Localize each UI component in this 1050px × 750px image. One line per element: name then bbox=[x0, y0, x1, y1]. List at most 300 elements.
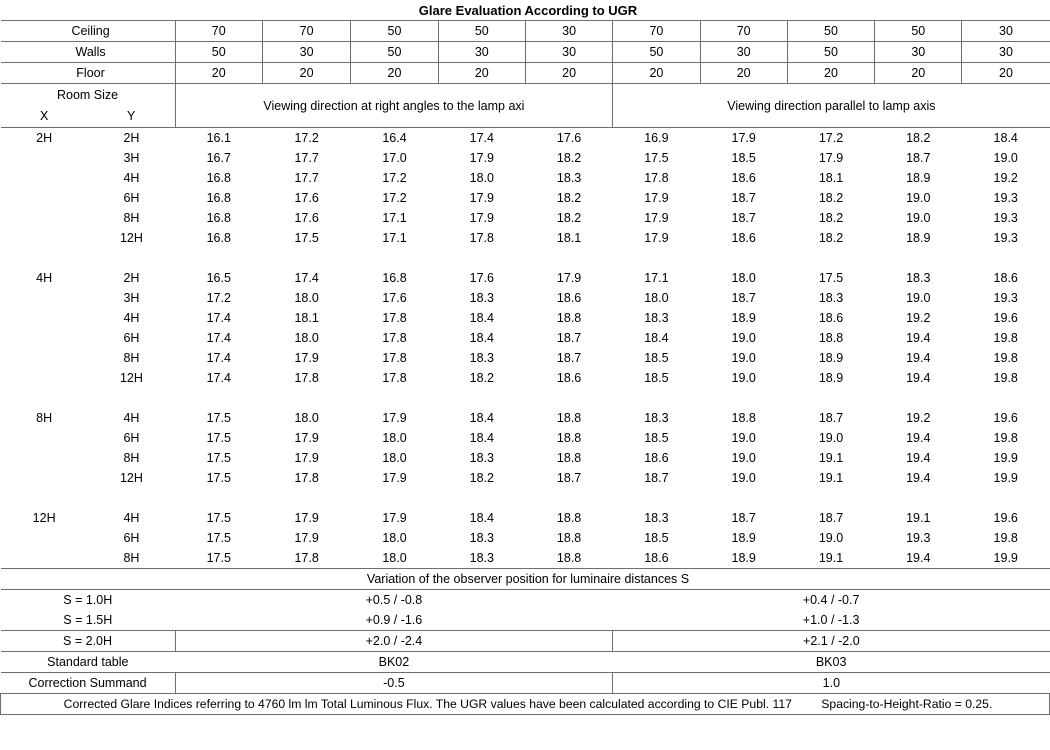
spacer-cell bbox=[787, 248, 874, 268]
spacer-cell bbox=[613, 248, 700, 268]
spacer-cell bbox=[438, 488, 525, 508]
cell: 16.8 bbox=[206, 231, 231, 245]
spacer-cell bbox=[1, 228, 88, 248]
variation-label: S = 1.5H bbox=[63, 613, 113, 627]
cell: 19.2 bbox=[906, 311, 931, 325]
standard-table-parallel: BK03 bbox=[815, 655, 847, 669]
cell: 17.9 bbox=[556, 271, 582, 285]
cell: 17.1 bbox=[644, 271, 669, 285]
group-x-label: 8H bbox=[36, 411, 53, 425]
cell: 19.8 bbox=[993, 371, 1018, 385]
cell: 18.2 bbox=[556, 151, 582, 165]
cell: 18.0 bbox=[294, 411, 319, 425]
cell: 18.8 bbox=[556, 411, 582, 425]
cell: 18.2 bbox=[906, 131, 931, 145]
ceiling-v2: 70 bbox=[262, 21, 350, 42]
cell: 18.9 bbox=[731, 311, 756, 325]
cell: 17.5 bbox=[206, 411, 231, 425]
cell: 18.9 bbox=[906, 231, 931, 245]
cell: 18.8 bbox=[556, 311, 582, 325]
group-x-label: 2H bbox=[36, 131, 53, 145]
spacer-cell bbox=[262, 488, 350, 508]
cell: 17.8 bbox=[382, 371, 407, 385]
cell: 17.2 bbox=[206, 291, 231, 305]
cell: 18.9 bbox=[818, 351, 844, 365]
cell: 17.9 bbox=[382, 511, 407, 525]
spacer-cell bbox=[1, 528, 88, 548]
data-row bbox=[1, 188, 1050, 208]
cell: 17.8 bbox=[294, 471, 319, 485]
group-x-label: 4H bbox=[36, 271, 53, 285]
cell: 18.7 bbox=[731, 211, 756, 225]
cell: 18.2 bbox=[818, 211, 844, 225]
spacer-cell bbox=[1, 148, 88, 168]
cell: 18.3 bbox=[469, 351, 494, 365]
cell: 18.9 bbox=[906, 171, 931, 185]
spacer-cell bbox=[438, 248, 525, 268]
cell: 18.5 bbox=[644, 431, 669, 445]
cell: 18.0 bbox=[382, 551, 407, 565]
cell: 18.8 bbox=[556, 551, 582, 565]
cell: 17.9 bbox=[294, 351, 319, 365]
cell: 18.4 bbox=[469, 431, 494, 445]
data-row bbox=[1, 528, 1050, 548]
cell: 17.2 bbox=[382, 191, 407, 205]
floor-v8: 20 bbox=[787, 63, 874, 84]
spacer-cell bbox=[88, 248, 175, 268]
cell: 17.4 bbox=[206, 331, 231, 345]
cell: 18.0 bbox=[644, 291, 669, 305]
cell: 19.0 bbox=[818, 531, 844, 545]
row-y-label: 2H bbox=[123, 131, 140, 145]
cell: 19.8 bbox=[993, 531, 1018, 545]
cell: 17.5 bbox=[206, 471, 231, 485]
row-y-label: 8H bbox=[123, 351, 140, 365]
cell: 18.0 bbox=[294, 331, 319, 345]
standard-table-row bbox=[1, 652, 1050, 673]
variation-perpendicular: +2.0 / -2.4 bbox=[175, 631, 613, 652]
ceiling-v8: 50 bbox=[787, 21, 874, 42]
room-size-y-label: Y bbox=[88, 106, 175, 128]
spacer-cell bbox=[262, 248, 350, 268]
spacer-cell bbox=[1, 208, 88, 228]
cell: 18.9 bbox=[731, 551, 756, 565]
group-spacer bbox=[1, 248, 1050, 268]
variation-title-row bbox=[1, 569, 1050, 590]
page-title: Glare Evaluation According to UGR bbox=[1, 0, 1050, 21]
cell: 18.3 bbox=[556, 171, 582, 185]
cell: 19.6 bbox=[993, 311, 1018, 325]
floor-v10: 20 bbox=[962, 63, 1050, 84]
cell: 19.2 bbox=[906, 411, 931, 425]
row-y-label: 4H bbox=[123, 171, 140, 185]
standard-table-label: Standard table bbox=[47, 655, 129, 669]
data-row bbox=[1, 308, 1050, 328]
cell: 18.7 bbox=[731, 291, 756, 305]
data-row bbox=[1, 328, 1050, 348]
cell: 19.0 bbox=[731, 471, 756, 485]
data-row bbox=[1, 288, 1050, 308]
cell: 17.8 bbox=[644, 171, 669, 185]
variation-row bbox=[1, 590, 1050, 611]
correction-summand-label: Correction Summand bbox=[1, 673, 176, 694]
cell: 19.0 bbox=[993, 151, 1018, 165]
cell: 17.1 bbox=[382, 231, 407, 245]
footnote-text bbox=[1, 694, 1050, 715]
ceiling-v4: 50 bbox=[438, 21, 525, 42]
ceiling-v5: 30 bbox=[525, 21, 612, 42]
spacer-cell bbox=[88, 388, 175, 408]
cell: 17.2 bbox=[294, 131, 319, 145]
cell: 17.9 bbox=[731, 131, 756, 145]
cell: 19.1 bbox=[906, 511, 931, 525]
cell: 19.8 bbox=[993, 431, 1018, 445]
cell: 17.9 bbox=[644, 211, 669, 225]
cell: 19.3 bbox=[993, 231, 1018, 245]
cell: 17.6 bbox=[469, 271, 494, 285]
spacer-cell bbox=[262, 388, 350, 408]
cell: 19.4 bbox=[906, 471, 931, 485]
cell: 18.3 bbox=[469, 551, 494, 565]
cell: 18.3 bbox=[469, 451, 494, 465]
cell: 19.6 bbox=[993, 411, 1018, 425]
cell: 18.7 bbox=[731, 191, 756, 205]
cell: 18.7 bbox=[556, 351, 582, 365]
cell: 18.6 bbox=[731, 231, 756, 245]
cell: 18.2 bbox=[818, 231, 844, 245]
variation-parallel: +2.1 / -2.0 bbox=[613, 631, 1050, 652]
spacer-cell bbox=[875, 388, 962, 408]
row-y-label: 8H bbox=[123, 551, 140, 565]
spacer-cell bbox=[175, 388, 262, 408]
cell: 18.8 bbox=[731, 411, 756, 425]
cell: 17.5 bbox=[206, 431, 231, 445]
cell: 18.8 bbox=[556, 431, 582, 445]
cell: 19.8 bbox=[993, 351, 1018, 365]
cell: 18.6 bbox=[556, 371, 582, 385]
spacer-cell bbox=[787, 488, 874, 508]
cell: 18.9 bbox=[818, 371, 844, 385]
row-y-label: 6H bbox=[123, 331, 140, 345]
data-row bbox=[1, 128, 1050, 149]
cell: 18.4 bbox=[469, 411, 494, 425]
correction-summand-perpendicular: -0.5 bbox=[175, 673, 613, 694]
row-y-label: 12H bbox=[119, 371, 143, 385]
group-x-label: 12H bbox=[32, 511, 56, 525]
floor-v9: 20 bbox=[875, 63, 962, 84]
cell: 17.2 bbox=[818, 131, 844, 145]
spacer-cell bbox=[1, 288, 88, 308]
cell: 17.8 bbox=[382, 311, 407, 325]
cell: 17.5 bbox=[644, 151, 669, 165]
cell: 18.6 bbox=[731, 171, 756, 185]
cell: 18.6 bbox=[644, 551, 669, 565]
cell: 17.4 bbox=[206, 351, 231, 365]
spacer-cell bbox=[351, 248, 438, 268]
cell: 17.6 bbox=[556, 131, 582, 145]
cell: 19.9 bbox=[993, 471, 1018, 485]
spacer-cell bbox=[700, 248, 787, 268]
variation-perpendicular: +0.5 / -0.8 bbox=[365, 593, 423, 607]
cell: 18.8 bbox=[556, 531, 582, 545]
spacer-cell bbox=[525, 248, 612, 268]
cell: 19.3 bbox=[993, 291, 1018, 305]
cell: 17.7 bbox=[294, 171, 319, 185]
cell: 18.3 bbox=[469, 291, 494, 305]
cell: 19.4 bbox=[906, 351, 931, 365]
cell: 19.4 bbox=[906, 331, 931, 345]
spacer-cell bbox=[525, 388, 612, 408]
cell: 17.4 bbox=[206, 371, 231, 385]
cell: 19.0 bbox=[906, 291, 931, 305]
group-spacer bbox=[1, 488, 1050, 508]
row-y-label: 3H bbox=[123, 151, 140, 165]
spacer-cell bbox=[1, 428, 88, 448]
data-row bbox=[1, 428, 1050, 448]
walls-v9: 30 bbox=[875, 42, 962, 63]
data-row bbox=[1, 548, 1050, 569]
cell: 18.4 bbox=[469, 511, 494, 525]
variation-parallel: +1.0 / -1.3 bbox=[802, 613, 860, 627]
viewing-direction-perpendicular: Viewing direction at right angles to the lamp axi bbox=[175, 84, 613, 128]
cell: 17.5 bbox=[294, 231, 319, 245]
cell: 18.1 bbox=[818, 171, 844, 185]
cell: 16.9 bbox=[644, 131, 669, 145]
cell: 18.2 bbox=[556, 211, 582, 225]
cell: 17.4 bbox=[206, 311, 231, 325]
standard-table-perpendicular: BK02 bbox=[378, 655, 410, 669]
reflectance-row-floor bbox=[1, 63, 1050, 84]
row-y-label: 8H bbox=[123, 451, 140, 465]
data-row bbox=[1, 168, 1050, 188]
cell: 16.5 bbox=[206, 271, 231, 285]
cell: 18.3 bbox=[818, 291, 844, 305]
cell: 17.5 bbox=[206, 531, 231, 545]
cell: 16.8 bbox=[206, 211, 231, 225]
cell: 18.8 bbox=[556, 511, 582, 525]
cell: 19.3 bbox=[993, 191, 1018, 205]
row-y-label: 12H bbox=[119, 471, 143, 485]
cell: 18.1 bbox=[556, 231, 582, 245]
data-row bbox=[1, 508, 1050, 528]
row-y-label: 6H bbox=[123, 191, 140, 205]
cell: 18.4 bbox=[469, 331, 494, 345]
cell: 17.7 bbox=[294, 151, 319, 165]
cell: 18.7 bbox=[731, 511, 756, 525]
cell: 18.0 bbox=[382, 531, 407, 545]
ceiling-v6: 70 bbox=[613, 21, 700, 42]
walls-v1: 50 bbox=[175, 42, 262, 63]
cell: 17.5 bbox=[206, 511, 231, 525]
cell: 16.7 bbox=[206, 151, 231, 165]
row-y-label: 12H bbox=[119, 231, 143, 245]
data-row bbox=[1, 348, 1050, 368]
data-row bbox=[1, 208, 1050, 228]
row-label-ceiling: Ceiling bbox=[1, 21, 176, 42]
cell: 17.5 bbox=[206, 451, 231, 465]
cell: 19.0 bbox=[906, 191, 931, 205]
cell: 19.4 bbox=[906, 431, 931, 445]
cell: 17.5 bbox=[206, 551, 231, 565]
cell: 16.8 bbox=[206, 171, 231, 185]
cell: 17.9 bbox=[469, 191, 494, 205]
spacer-cell bbox=[1, 448, 88, 468]
data-row bbox=[1, 228, 1050, 248]
cell: 18.5 bbox=[644, 371, 669, 385]
correction-summand-row bbox=[1, 673, 1050, 694]
ceiling-v7: 70 bbox=[700, 21, 787, 42]
floor-v1: 20 bbox=[175, 63, 262, 84]
cell: 18.8 bbox=[818, 331, 844, 345]
cell: 18.3 bbox=[906, 271, 931, 285]
floor-v6: 20 bbox=[613, 63, 700, 84]
cell: 17.8 bbox=[382, 351, 407, 365]
spacer-cell bbox=[1, 488, 88, 508]
walls-v4: 30 bbox=[438, 42, 525, 63]
cell: 17.9 bbox=[294, 451, 319, 465]
cell: 17.8 bbox=[294, 551, 319, 565]
cell: 17.0 bbox=[382, 151, 407, 165]
cell: 19.4 bbox=[906, 551, 931, 565]
cell: 18.3 bbox=[644, 511, 669, 525]
row-y-label: 8H bbox=[123, 211, 140, 225]
cell: 18.7 bbox=[556, 471, 582, 485]
cell: 17.9 bbox=[644, 191, 669, 205]
cell: 18.9 bbox=[731, 531, 756, 545]
row-y-label: 6H bbox=[123, 531, 140, 545]
cell: 19.3 bbox=[906, 531, 931, 545]
row-y-label: 2H bbox=[123, 271, 140, 285]
spacer-cell bbox=[613, 388, 700, 408]
correction-summand-parallel: 1.0 bbox=[613, 673, 1050, 694]
cell: 18.6 bbox=[644, 451, 669, 465]
cell: 17.9 bbox=[818, 151, 844, 165]
cell: 18.0 bbox=[469, 171, 494, 185]
spacer-cell bbox=[1, 188, 88, 208]
cell: 18.2 bbox=[556, 191, 582, 205]
room-size-header-row bbox=[1, 84, 1050, 106]
ceiling-v1: 70 bbox=[175, 21, 262, 42]
cell: 19.9 bbox=[993, 451, 1018, 465]
walls-v7: 30 bbox=[700, 42, 787, 63]
cell: 19.9 bbox=[993, 551, 1018, 565]
spacer-cell bbox=[1, 468, 88, 488]
cell: 18.0 bbox=[382, 451, 407, 465]
cell: 17.9 bbox=[469, 151, 494, 165]
spacer-cell bbox=[875, 248, 962, 268]
reflectance-row-walls bbox=[1, 42, 1050, 63]
cell: 18.2 bbox=[469, 471, 494, 485]
cell: 18.7 bbox=[818, 511, 844, 525]
cell: 18.7 bbox=[906, 151, 931, 165]
spacer-cell bbox=[962, 248, 1050, 268]
spacer-cell bbox=[700, 388, 787, 408]
data-row bbox=[1, 148, 1050, 168]
cell: 17.9 bbox=[382, 411, 407, 425]
spacer-cell bbox=[351, 488, 438, 508]
cell: 17.6 bbox=[382, 291, 407, 305]
cell: 19.0 bbox=[731, 371, 756, 385]
cell: 17.8 bbox=[294, 371, 319, 385]
cell: 17.4 bbox=[294, 271, 319, 285]
cell: 19.4 bbox=[906, 371, 931, 385]
cell: 18.5 bbox=[731, 151, 756, 165]
walls-v10: 30 bbox=[962, 42, 1050, 63]
spacer-cell bbox=[700, 488, 787, 508]
walls-v6: 50 bbox=[613, 42, 700, 63]
cell: 18.3 bbox=[469, 531, 494, 545]
cell: 18.4 bbox=[644, 331, 669, 345]
cell: 19.0 bbox=[731, 331, 756, 345]
footnote-spacing: Spacing-to-Height-Ratio = 0.25. bbox=[821, 697, 993, 711]
cell: 19.1 bbox=[818, 471, 844, 485]
cell: 19.0 bbox=[731, 431, 756, 445]
cell: 19.1 bbox=[818, 551, 844, 565]
row-y-label: 4H bbox=[123, 411, 140, 425]
cell: 16.1 bbox=[206, 131, 231, 145]
variation-title: Variation of the observer position for luminaire distances S bbox=[1, 569, 1050, 590]
floor-v4: 20 bbox=[438, 63, 525, 84]
floor-v3: 20 bbox=[351, 63, 438, 84]
cell: 16.8 bbox=[382, 271, 407, 285]
cell: 17.8 bbox=[382, 331, 407, 345]
cell: 17.2 bbox=[382, 171, 407, 185]
cell: 17.9 bbox=[469, 211, 494, 225]
cell: 18.5 bbox=[644, 531, 669, 545]
spacer-cell bbox=[787, 388, 874, 408]
cell: 18.8 bbox=[556, 451, 582, 465]
cell: 17.9 bbox=[294, 531, 319, 545]
spacer-cell bbox=[1, 308, 88, 328]
cell: 18.6 bbox=[993, 271, 1018, 285]
cell: 19.0 bbox=[906, 211, 931, 225]
cell: 17.6 bbox=[294, 211, 319, 225]
cell: 19.1 bbox=[818, 451, 844, 465]
cell: 17.8 bbox=[469, 231, 494, 245]
variation-label: S = 1.0H bbox=[63, 593, 113, 607]
spacer-cell bbox=[438, 388, 525, 408]
cell: 19.4 bbox=[906, 451, 931, 465]
cell: 18.2 bbox=[818, 191, 844, 205]
spacer-cell bbox=[875, 488, 962, 508]
cell: 17.9 bbox=[294, 431, 319, 445]
cell: 18.2 bbox=[469, 371, 494, 385]
cell: 19.2 bbox=[993, 171, 1018, 185]
row-y-label: 3H bbox=[123, 291, 140, 305]
spacer-cell bbox=[175, 248, 262, 268]
row-label-floor: Floor bbox=[1, 63, 176, 84]
data-row bbox=[1, 408, 1050, 428]
row-label-walls: Walls bbox=[1, 42, 176, 63]
cell: 19.0 bbox=[818, 431, 844, 445]
spacer-cell bbox=[1, 328, 88, 348]
walls-v2: 30 bbox=[262, 42, 350, 63]
cell: 19.0 bbox=[731, 451, 756, 465]
data-row bbox=[1, 468, 1050, 488]
cell: 16.8 bbox=[206, 191, 231, 205]
spacer-cell bbox=[351, 388, 438, 408]
cell: 18.5 bbox=[644, 351, 669, 365]
footnote-main: Corrected Glare Indices referring to 4760 lm lm Total Luminous Flux. The UGR values have been calculated according to CIE Publ. 117 bbox=[63, 697, 792, 711]
data-row bbox=[1, 448, 1050, 468]
spacer-cell bbox=[1, 348, 88, 368]
walls-v8: 50 bbox=[787, 42, 874, 63]
data-row bbox=[1, 368, 1050, 388]
walls-v5: 30 bbox=[525, 42, 612, 63]
data-row bbox=[1, 268, 1050, 288]
spacer-cell bbox=[1, 248, 88, 268]
cell: 17.4 bbox=[469, 131, 494, 145]
